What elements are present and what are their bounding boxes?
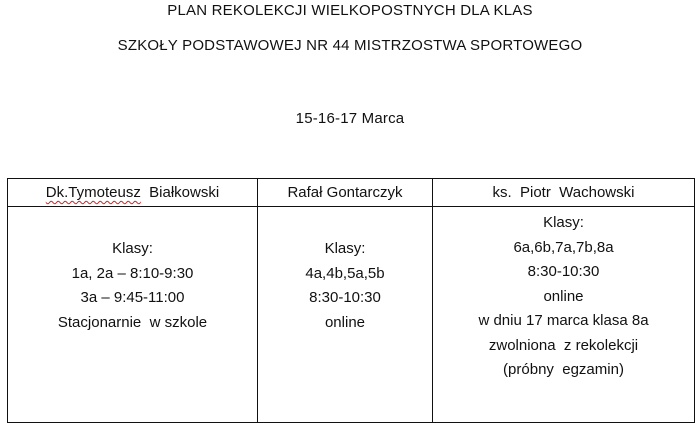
cell-3-line: 6a,6b,7a,7b,8a	[513, 238, 614, 256]
header-teacher-1	[8, 179, 258, 207]
cell-2-line: Klasy:	[324, 240, 366, 257]
header-teacher-2: Rafał Gontarczyk	[258, 179, 433, 207]
cell-2-line: 8:30-10:30	[309, 289, 381, 306]
document-date: 15-16-17 Marca	[295, 110, 405, 127]
document-title-line-2: SZKOŁY PODSTAWOWEJ NR 44 MISTRZOSTWA SPORTOWEGO	[117, 37, 583, 54]
header-teacher-1-prefix: Dk.Tymoteusz	[45, 184, 141, 201]
cell-3-line: 8:30-10:30	[527, 263, 600, 280]
header-teacher-3: ks. Piotr Wachowski	[433, 179, 695, 207]
schedule-cell-3	[433, 207, 695, 423]
header-teacher-1-name: Białkowski	[140, 184, 220, 201]
cell-2-line: online	[324, 313, 366, 331]
table-row	[8, 207, 695, 423]
cell-1-line: Stacjonarnie w szkole	[57, 313, 208, 331]
document-title-line-1: PLAN REKOLEKCJI WIELKOPOSTNYCH DLA KLAS	[167, 2, 533, 19]
schedule-table	[7, 178, 695, 423]
cell-1-line: 1a, 2a – 8:10-9:30	[71, 264, 194, 282]
cell-3-line: w dniu 17 marca klasa 8a	[478, 312, 649, 329]
cell-1-line: 3a – 9:45-11:00	[80, 289, 185, 306]
cell-3-line: Klasy:	[543, 214, 584, 231]
cell-3-line: zwolniona z rekolekcji	[488, 336, 639, 354]
cell-1-line: Klasy:	[112, 240, 153, 257]
schedule-cell-1	[8, 207, 258, 423]
schedule-cell-2	[258, 207, 433, 423]
table-header-row	[8, 179, 695, 207]
cell-3-line: (próbny egzamin)	[503, 361, 624, 378]
cell-2-line: 4a,4b,5a,5b	[305, 264, 385, 282]
cell-3-line: online	[543, 287, 584, 305]
